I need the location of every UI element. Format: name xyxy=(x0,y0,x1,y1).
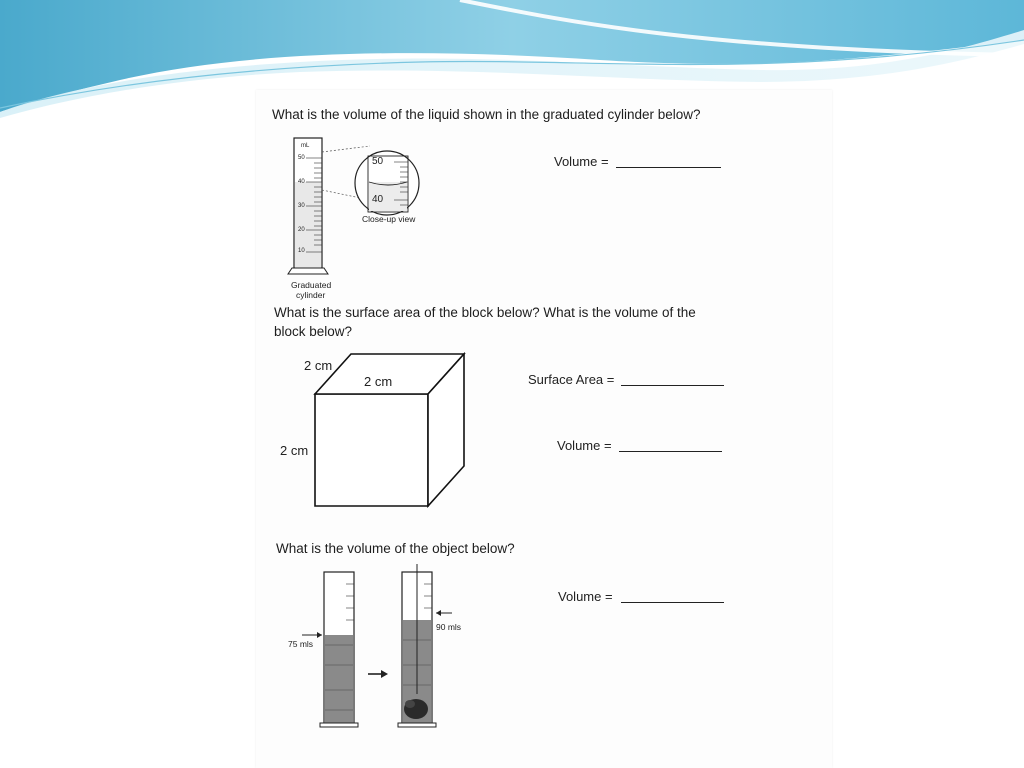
cube-dim-top: 2 cm xyxy=(304,358,333,373)
closeup-upper-value: 50 xyxy=(372,156,384,167)
q3-volume-label: Volume = xyxy=(558,589,613,604)
q3-volume-answer-line[interactable] xyxy=(621,602,724,603)
left-cylinder-reading: 75 mls xyxy=(288,639,314,649)
q2-surface-area-answer-line[interactable] xyxy=(621,385,724,386)
q3-prompt: What is the volume of the object below? xyxy=(276,541,515,556)
cylinder-unit-label: mL xyxy=(301,143,310,149)
cylinder-caption-line1: Graduated xyxy=(291,280,332,290)
worksheet-page xyxy=(256,90,832,768)
cylinder-tick-50: 50 xyxy=(298,155,305,161)
cylinder-tick-10: 10 xyxy=(298,248,305,254)
q2-surface-area-label: Surface Area = xyxy=(528,372,615,387)
cylinder-tick-40: 40 xyxy=(298,179,305,185)
displacement-cylinders-figure xyxy=(284,564,474,734)
q2-prompt-line1: What is the surface area of the block below? What is the volume of the xyxy=(274,305,696,320)
cylinder-tick-20: 20 xyxy=(298,227,305,233)
closeup-caption: Close-up view xyxy=(362,214,416,224)
cylinder-caption-line2: cylinder xyxy=(296,290,326,300)
q2-volume-answer-line[interactable] xyxy=(619,451,722,452)
q2-prompt-line2: block below? xyxy=(274,324,353,339)
q1-prompt: What is the volume of the liquid shown in the graduated cylinder below? xyxy=(272,107,701,122)
q2-volume-label: Volume = xyxy=(557,438,612,453)
q1-volume-answer-line[interactable] xyxy=(616,167,721,168)
cube-dim-front: 2 cm xyxy=(364,374,393,389)
right-cylinder-reading: 90 mls xyxy=(436,622,462,632)
cube-dim-side: 2 cm xyxy=(280,443,309,458)
cylinder-tick-30: 30 xyxy=(298,203,305,209)
closeup-view-figure xyxy=(354,152,424,216)
q1-volume-label: Volume = xyxy=(554,154,609,169)
closeup-lower-value: 40 xyxy=(372,194,384,205)
